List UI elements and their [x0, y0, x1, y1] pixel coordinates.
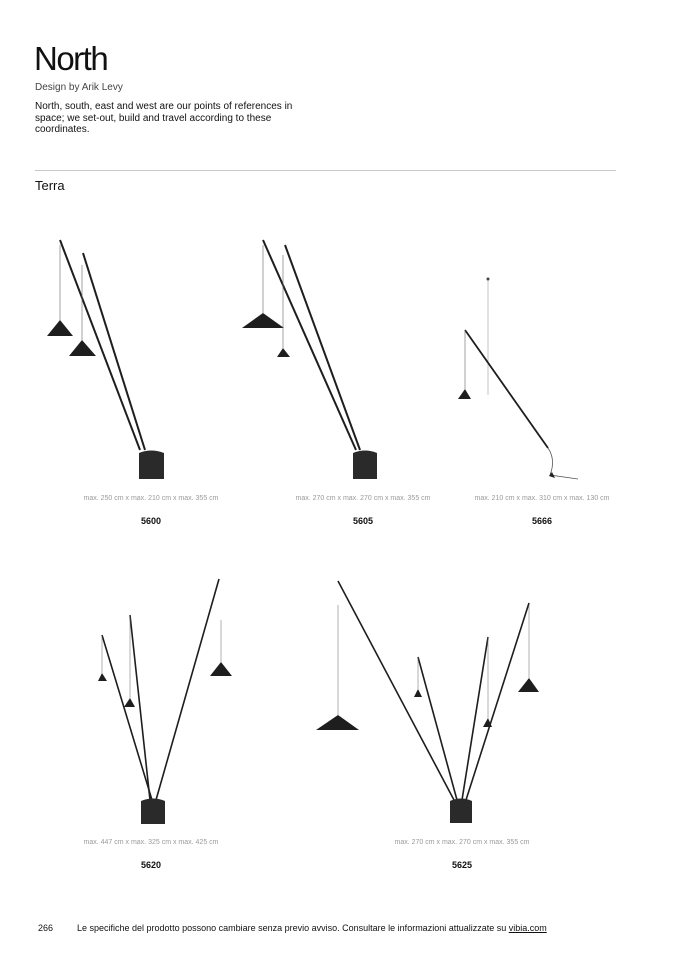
lamp-image-5605: [236, 235, 396, 485]
footer-disclaimer: [77, 923, 547, 933]
product-code: 5605: [352, 516, 374, 526]
section-title: Terra: [35, 178, 65, 193]
lamp-image-5600: [40, 235, 180, 485]
product-dimensions: max. 210 cm x max. 310 cm x max. 130 cm: [474, 495, 610, 502]
page-title: North: [34, 40, 108, 77]
section-divider: [35, 170, 616, 171]
product-code: 5600: [140, 516, 162, 526]
product-code: 5620: [140, 860, 162, 870]
lamp-image-5620: [92, 575, 232, 830]
product-dimensions: max. 447 cm x max. 325 cm x max. 425 cm: [83, 839, 219, 846]
product-code: 5625: [451, 860, 473, 870]
product-description: North, south, east and west are our points of references in space; we set-out, build and travel according to these coordinates.: [35, 101, 293, 135]
website-link[interactable]: vibia.com: [508, 923, 547, 933]
lamp-image-5625: [310, 575, 550, 830]
footer-note-text: Le specifiche del prodotto possono cambiare senza previo avviso. Consultare le informazioni attualizzate su: [77, 923, 509, 933]
lamp-image-5666: [448, 275, 598, 490]
product-code: 5666: [531, 516, 553, 526]
designer-credit: Design by Arik Levy: [35, 82, 123, 93]
product-dimensions: max. 270 cm x max. 270 cm x max. 355 cm: [295, 495, 431, 502]
page-number: 266: [38, 923, 54, 933]
product-dimensions: max. 270 cm x max. 270 cm x max. 355 cm: [394, 839, 530, 846]
product-dimensions: max. 250 cm x max. 210 cm x max. 355 cm: [83, 495, 219, 502]
